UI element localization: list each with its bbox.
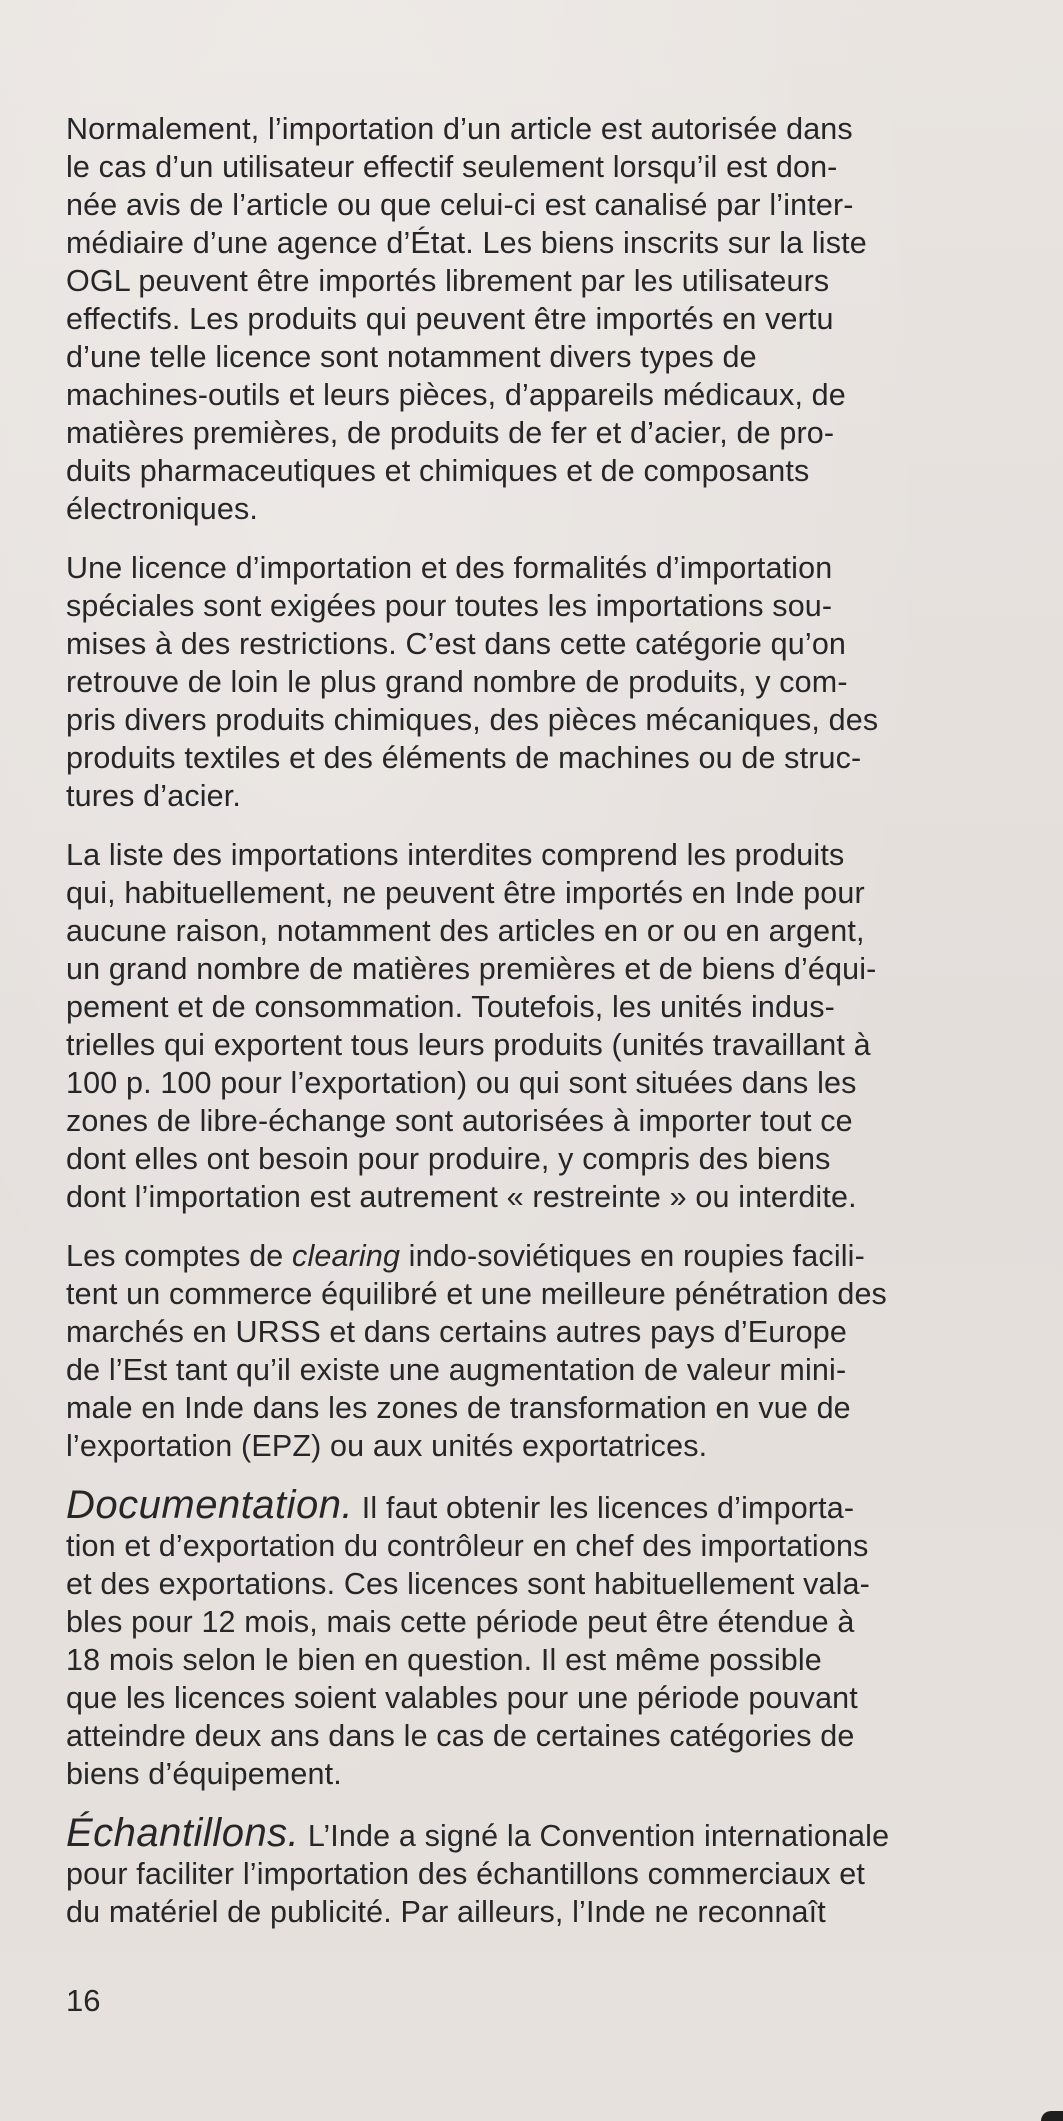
text-line: trielles qui exportent tous leurs produits (unités travaillant à	[66, 1028, 871, 1062]
text-line: dont l’importation est autrement « restreinte » ou interdite.	[66, 1180, 857, 1214]
paragraph-ogl	[66, 110, 1001, 528]
text-line: tion et d’exportation du contrôleur en chef des importations	[66, 1529, 869, 1563]
text-line	[66, 1237, 1001, 1275]
text-line: 100 p. 100 pour l’exportation) ou qui sont situées dans les	[66, 1066, 857, 1100]
text-line: dont elles ont besoin pour produire, y compris des biens	[66, 1142, 831, 1176]
text-line: Une licence d’importation et des formalités d’importation	[66, 551, 833, 585]
text-line: le cas d’un utilisateur effectif seulement lorsqu’il est don-	[66, 150, 838, 184]
text-line: l’exportation (EPZ) ou aux unités exportatrices.	[66, 1429, 708, 1463]
text-line: OGL peuvent être importés librement par les utilisateurs	[66, 264, 830, 298]
text-line: bles pour 12 mois, mais cette période peut être étendue à	[66, 1605, 855, 1639]
text-line: de l’Est tant qu’il existe une augmentation de valeur mini-	[66, 1353, 847, 1387]
text-line: mises à des restrictions. C’est dans cette catégorie qu’on	[66, 627, 847, 661]
text-run: Il faut obtenir les licences d’importa-	[353, 1491, 855, 1525]
text-line: produits textiles et des éléments de machines ou de struc-	[66, 741, 862, 775]
page-corner-shadow	[1041, 2111, 1063, 2121]
text-line: retrouve de loin le plus grand nombre de produits, y com-	[66, 665, 848, 699]
paragraph-interdites	[66, 836, 1001, 1216]
text-line	[66, 1483, 1001, 1527]
text-line: zones de libre-échange sont autorisées à importer tout ce	[66, 1104, 853, 1138]
text-line: née avis de l’article ou que celui-ci est canalisé par l’inter-	[66, 188, 854, 222]
body-text	[66, 110, 1001, 1952]
text-line: aucune raison, notamment des articles en or ou en argent,	[66, 914, 865, 948]
text-line: électroniques.	[66, 492, 258, 526]
text-line: du matériel de publicité. Par ailleurs, l’Inde ne reconnaît	[66, 1895, 826, 1929]
text-line: pour faciliter l’importation des échantillons commerciaux et	[66, 1857, 865, 1891]
text-line: machines-outils et leurs pièces, d’appareils médicaux, de	[66, 378, 846, 412]
text-line: atteindre deux ans dans le cas de certaines catégories de	[66, 1719, 855, 1753]
text-run: L’Inde a signé la Convention internationale	[299, 1819, 890, 1853]
section-heading-documentation: Documentation.	[66, 1483, 354, 1527]
text-line: spéciales sont exigées pour toutes les importations sou-	[66, 589, 833, 623]
text-line	[66, 1811, 1001, 1855]
section-heading-echantillons: Échantillons.	[66, 1811, 300, 1855]
section-documentation	[66, 1483, 1001, 1793]
section-echantillons	[66, 1811, 1001, 1931]
text-line: et des exportations. Ces licences sont habituellement vala-	[66, 1567, 870, 1601]
text-line: un grand nombre de matières premières et de biens d’équi-	[66, 952, 877, 986]
text-line: pris divers produits chimiques, des pièces mécaniques, des	[66, 703, 879, 737]
text-line: que les licences soient valables pour une période pouvant	[66, 1681, 858, 1715]
text-line: male en Inde dans les zones de transformation en vue de	[66, 1391, 851, 1425]
text-line: matières premières, de produits de fer et d’acier, de pro-	[66, 416, 835, 450]
text-line: marchés en URSS et dans certains autres pays d’Europe	[66, 1315, 848, 1349]
text-line: Normalement, l’importation d’un article est autorisée dans	[66, 112, 853, 146]
text-line: médiaire d’une agence d’État. Les biens inscrits sur la liste	[66, 226, 867, 260]
text-line: duits pharmaceutiques et chimiques et de composants	[66, 454, 810, 488]
text-run: Les comptes de	[66, 1239, 293, 1273]
text-line: 18 mois selon le bien en question. Il est même possible	[66, 1643, 822, 1677]
text-line: qui, habituellement, ne peuvent être importés en Inde pour	[66, 876, 865, 910]
page-number: 16	[66, 1983, 101, 2018]
text-line: effectifs. Les produits qui peuvent être importés en vertu	[66, 302, 834, 336]
text-line: La liste des importations interdites comprend les produits	[66, 838, 845, 872]
italic-term: clearing	[292, 1239, 401, 1273]
paragraph-licence	[66, 549, 1001, 815]
text-line: biens d’équipement.	[66, 1757, 342, 1791]
paragraph-clearing	[66, 1237, 1001, 1465]
text-line: pement et de consommation. Toutefois, les unités indus-	[66, 990, 835, 1024]
text-line: tent un commerce équilibré et une meilleure pénétration des	[66, 1277, 887, 1311]
text-line: tures d’acier.	[66, 779, 242, 813]
text-line: d’une telle licence sont notamment divers types de	[66, 340, 757, 374]
text-run: indo-soviétiques en roupies facili-	[400, 1239, 865, 1273]
